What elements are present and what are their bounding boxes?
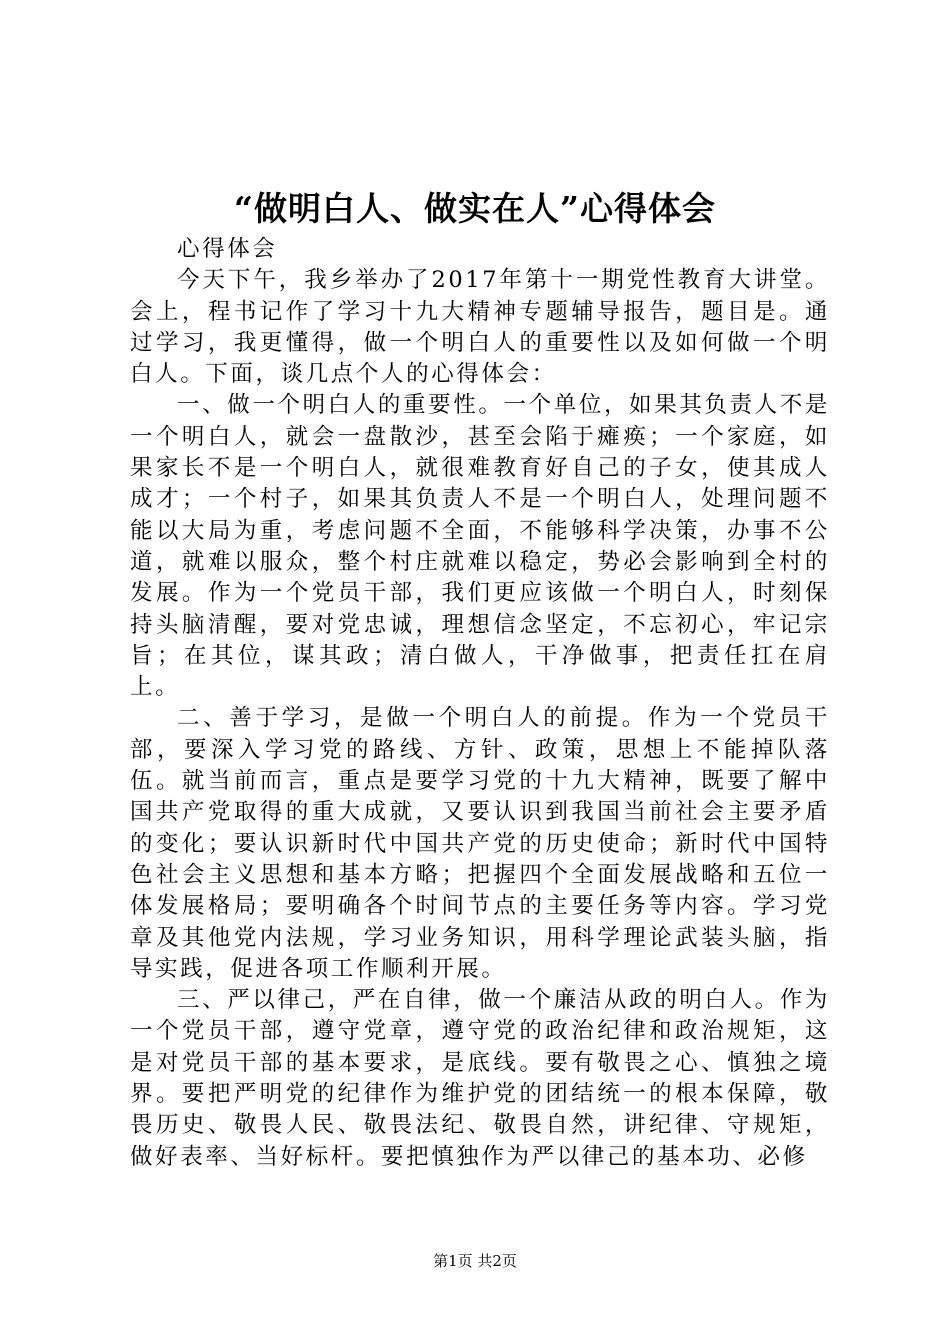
- page-number-footer: 第1页 共2页: [433, 1252, 517, 1270]
- document-title: “做明白人、做实在人”心得体会: [234, 189, 716, 228]
- paragraph-intro: 今天下午，我乡举办了2017年第十一期党性教育大讲堂。会上，程书记作了学习十九大精神专题辅导报告，题目是。通过学习，我更懂得，做一个明白人的重要性以及如何做一个明白人。下面，谈几点个人的心得体会：: [130, 267, 830, 388]
- paragraph-point-one: 一、做一个明白人的重要性。一个单位，如果其负责人不是一个明白人，就会一盘散沙，甚至会陷于瘫痪；一个家庭，如果家长不是一个明白人，就很难教育好自己的子女，使其成人成才；一个村子，如果其负责人不是一个明白人，处理问题不能以大局为重，考虑问题不全面，不能够科学决策，办事不公道，就难以服众，整个村庄就难以稳定，势必会影响到全村的发展。作为一个党员干部，我们更应该做一个明白人，时刻保持头脑清醒，要对党忠诚，理想信念坚定，不忘初心，牢记宗旨；在其位，谋其政；清白做人，干净做事，把责任扛在肩上。: [130, 392, 830, 701]
- paragraph-subheading: 心得体会: [177, 236, 278, 262]
- paragraph-point-three: 三、严以律己，严在自律，做一个廉洁从政的明白人。作为一个党员干部，遵守党章，遵守党的政治纪律和政治规矩，这是对党员干部的基本要求，是底线。要有敬畏之心、慎独之境界。要把严明党的纪律作为维护党的团结统一的根本保障，敬畏历史、敬畏人民、敬畏法纪、敬畏自然，讲纪律、守规矩，做好表率、当好标杆。要把慎独作为严以律己的基本功、必修: [130, 987, 830, 1170]
- paragraph-point-two: 二、善于学习，是做一个明白人的前提。作为一个党员干部，要深入学习党的路线、方针、政策，思想上不能掉队落伍。就当前而言，重点是要学习党的十九大精神，既要了解中国共产党取得的重大成就，又要认识到我国当前社会主要矛盾的变化；要认识新时代中国共产党的历史使命；新时代中国特色社会主义思想和基本方略；把握四个全面发展战略和五位一体发展格局；要明确各个时间节点的主要任务等内容。学习党章及其他党内法规，学习业务知识，用科学理论武装头脑，指导实践，促进各项工作顺利开展。: [130, 705, 830, 982]
- document-body: [130, 234, 830, 1173]
